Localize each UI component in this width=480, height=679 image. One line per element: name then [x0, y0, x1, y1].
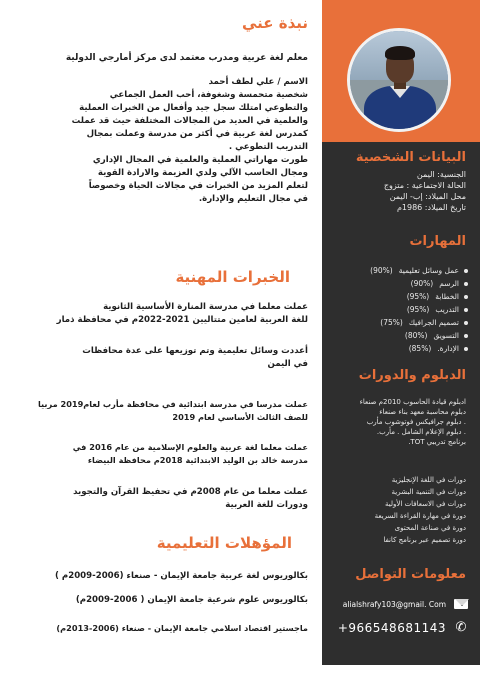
contact-phone[interactable]: +966548681143	[337, 621, 446, 635]
experience-item: عملت مدرسا في مدرسة ابتدائية في محافظة مأرب لعام2019 مربيا للصف الثالث الأساسي لعام 2019	[37, 399, 308, 422]
contact-heading: معلومات التواصل	[355, 567, 466, 582]
experience-item: عملت معلما لغة عربية والعلوم الإسلامية من عام 2016 في مدرسة خالد بن الوليد الابتدائية 2018م محافظة البيضاء	[72, 442, 308, 465]
course-item: دورة في صناعة المحتوى	[394, 524, 466, 532]
contact-email[interactable]: alialshrafy103@gmail. Com	[342, 599, 446, 609]
diploma-item: . دبلوم الإعلام الشامل . مأرب.	[376, 428, 466, 436]
personal-nationality: الجنسية: اليمن	[416, 170, 466, 179]
personal-birthplace: محل الميلاد: إب- اليمن	[389, 192, 466, 201]
contact-phone-row[interactable]	[338, 620, 468, 636]
diploma-item: برنامج تدريبي TOT.	[408, 438, 466, 446]
diploma-item: . دبلوم جرافيكس فوتوشوب مأرب	[366, 418, 466, 426]
skills-heading: المهارات	[409, 234, 466, 249]
skill-item: الرسم(90%)	[328, 277, 468, 290]
email-icon	[454, 599, 468, 609]
bottom-margin	[0, 665, 480, 679]
experience-item: أعددت وسائل تعليمية وتم توزيعها على عدة محافظات في اليمن	[82, 346, 308, 369]
course-item: دورات في اللغة الإنجليزية	[391, 476, 466, 484]
personal-marital-status: الحالة الاجتماعية : متزوج	[383, 181, 466, 190]
about-intro: معلم لغة عربية ومدرب معتمد لدى مركز أمارجي الدولية	[65, 53, 308, 63]
course-item: دورة في مهارة القراءة السريعة	[374, 512, 466, 520]
course-item: دورة تصميم عبر برنامج كانفا	[383, 536, 466, 544]
skills-list	[328, 264, 468, 355]
bullet-icon	[464, 282, 468, 286]
education-heading: المؤهلات التعليمية	[156, 534, 292, 552]
skill-item: الإدارة.(85%)	[328, 342, 468, 355]
course-item: دورات في التنمية البشرية	[391, 488, 466, 496]
bullet-icon	[464, 321, 468, 325]
courses-heading: الدبلوم والدورات	[358, 368, 466, 383]
bullet-icon	[464, 334, 468, 338]
skill-item: الخطابة(95%)	[328, 290, 468, 303]
about-body: الاسم / علي لطف أحمد شخصية متحمسة وشغوفة، أحب العمل الجماعي والتطوعي امتلك سجل جيد وأفعال من الخبرات العملية والعلمية في العديد من المجالات المختلفة حيث قد عملت كمدرس لغة عربية في أكثر من مدرسة وعملت بمجال التدريب التطوعي . طورت مهاراتي العملية والعلمية في المجال الإداري ومجال الحاسب الآلي ولدي العزيمة والارادة القوية لتعلم المزيد من الخبرات في مجالات الحياة وخصوصاً في مجال التعليم والإدارة.	[71, 77, 308, 204]
experience-item: عملت معلما من عام 2008م في تحفيظ القرآن والتجويد ودورات للغة العربية	[73, 487, 308, 510]
skill-item: التسويق(80%)	[328, 329, 468, 342]
skill-item: التدريب(95%)	[328, 303, 468, 316]
education-item: بكالوريوس علوم شرعية جامعة الإيمان ( 2006-2009م)	[75, 595, 308, 605]
profile-photo	[347, 28, 451, 132]
skill-item: تصميم الجرافيك(75%)	[328, 316, 468, 329]
bullet-icon	[464, 295, 468, 299]
experience-heading: الخبرات المهنية	[175, 268, 290, 286]
contact-email-row[interactable]	[343, 596, 468, 612]
diploma-item: ادبلوم قيادة الحاسوب 2010م صنعاء	[359, 398, 466, 406]
education-item: بكالوريوس لغة عربية جامعة الإيمان - صنعاء (2006-2009م )	[55, 571, 308, 581]
skill-item: عمل وسائل تعليمية(90%)	[328, 264, 468, 277]
bullet-icon	[464, 308, 468, 312]
diploma-item: دبلوم محاسبة معهد بناء صنعاء	[379, 408, 466, 416]
bullet-icon	[464, 347, 468, 351]
personal-birthdate: تاريخ الميلاد: 1986م	[396, 203, 466, 212]
education-item: ماجستير اقتصاد اسلامي جامعة الإيمان - صنعاء (2006-2013م)	[56, 623, 308, 633]
phone-icon: ✆	[455, 620, 467, 635]
about-heading: نبذة عني	[241, 14, 308, 32]
personal-heading: البيانات الشخصية	[355, 150, 466, 165]
course-item: دورات في الاسعافات الأولية	[385, 500, 466, 508]
experience-item: عملت معلما في مدرسة المنارة الأساسية الثانوية للغة العربية لعامين متتاليين 2021-2022م في محافظة ذمار	[56, 302, 308, 325]
bullet-icon	[464, 269, 468, 273]
